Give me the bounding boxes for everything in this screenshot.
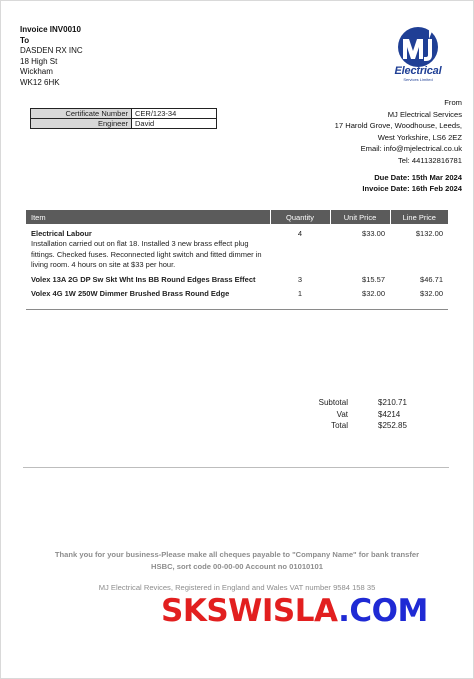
sender-phone: Tel: 441132816781 (397, 155, 462, 165)
item-unit-price: $32.00 (330, 287, 390, 310)
item-name: Volex 13A 2G DP Sw Skt Wht Ins BB Round Edges Brass Effect (31, 274, 256, 284)
subtotal-value: $210.71 (378, 398, 407, 407)
subtotal-row (301, 397, 438, 409)
item-unit-price: $33.00 (362, 229, 385, 238)
recipient-line: DASDEN RX INC (20, 46, 83, 56)
logo-mark-icon (389, 25, 447, 69)
dates-block (362, 173, 462, 194)
total-row (301, 420, 438, 432)
table-row (26, 273, 448, 287)
certificate-number-label: Certificate Number (31, 109, 132, 119)
watermark-blue-text: .COM (338, 593, 428, 629)
vat-label: Vat (336, 409, 348, 419)
total-value: $252.85 (378, 421, 407, 431)
subtotal-label: Subtotal (318, 398, 348, 407)
logo-subtitle: Services Limited (403, 77, 433, 82)
table-header-row (26, 210, 448, 224)
bank-details-line: HSBC, sort code 00-00-00 Account no 01010101 (151, 562, 323, 571)
item-description: Installation carried out on flat 18. Installed 3 new brass effect plug fittings. Checked fuses. Reconnected light switch and fitted dimmer in living room. 4 hours on site at $33 per hour. (31, 239, 262, 270)
item-name: Volex 4G 1W 250W Dimmer Brushed Brass Round Edge (31, 289, 230, 299)
total-label: Total (331, 421, 348, 431)
payment-note-line: Thank you for your business-Please make all cheques payable to "Company Name" for bank transfer (54, 550, 420, 559)
item-cell (26, 287, 270, 310)
item-line-price: $32.00 (390, 287, 448, 310)
to-label: To (20, 35, 30, 45)
watermark-red-text: SKSWISLA (161, 593, 339, 629)
line-items-table (26, 210, 448, 310)
sender-block (335, 97, 462, 167)
sender-email: Email: info@mjelectrical.co.uk (360, 144, 462, 154)
due-date: Due Date: 15th Mar 2024 (374, 173, 462, 182)
recipient-block (20, 25, 83, 89)
watermark (161, 593, 428, 629)
table-row (26, 287, 448, 310)
certificate-number-value: CER/123-34 (132, 109, 217, 119)
from-label: From (444, 98, 462, 107)
invoice-date: Invoice Date: 16th Feb 2024 (362, 183, 462, 193)
item-quantity: 1 (270, 287, 330, 310)
certificate-row (31, 109, 217, 119)
engineer-label: Engineer (31, 119, 132, 129)
engineer-value: David (132, 119, 217, 129)
item-cell (26, 273, 270, 287)
item-cell (26, 224, 270, 273)
sender-line: 17 Harold Grove, Woodhouse, Leeds, (334, 121, 462, 131)
item-name: Electrical Labour (31, 229, 92, 238)
header-quantity: Quantity (270, 210, 330, 224)
certificate-row (31, 119, 217, 129)
invoice-title: Invoice INV0010 (20, 25, 81, 34)
item-quantity: 4 (297, 229, 303, 238)
logo-wordmark: Electrical (394, 65, 442, 77)
certificate-table (30, 108, 217, 129)
item-line-price: $46.71 (420, 274, 443, 284)
header-unit-price: Unit Price (330, 210, 390, 224)
footer-divider (23, 467, 449, 468)
registration-note: MJ Electrical Revices, Registered in England and Wales VAT number 9584 158 35 (98, 583, 376, 592)
item-quantity: 3 (297, 274, 303, 284)
item-unit-price: $15.57 (362, 274, 385, 284)
sender-line: West Yorkshire, LS6 2EZ (377, 132, 462, 142)
vat-row (301, 409, 438, 421)
vat-value: $4214 (378, 409, 401, 419)
item-line-price: $132.00 (415, 229, 443, 238)
header-line-price: Line Price (390, 210, 448, 224)
table-row (26, 224, 448, 273)
sender-line: MJ Electrical Services (387, 109, 462, 119)
recipient-line: 18 High St (20, 56, 58, 66)
recipient-line: WK12 6HK (20, 77, 60, 87)
payment-note (21, 549, 453, 573)
header-item: Item (26, 210, 270, 224)
recipient-line: Wickham (20, 67, 53, 77)
totals-block (301, 397, 438, 432)
